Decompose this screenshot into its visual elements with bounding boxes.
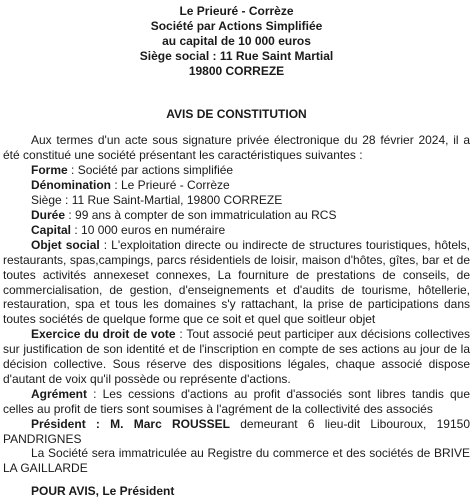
president-label: Président : M. Marc ROUSSEL (31, 416, 230, 431)
company-form: Société par Actions Simplifiée (150, 18, 323, 33)
objet-paragraph (3, 238, 470, 327)
field-forme (3, 163, 470, 178)
signature-line: POUR AVIS, Le Président (31, 484, 175, 499)
capital-value: : 10 000 euros en numéraire (71, 222, 226, 237)
capital-label: Capital (31, 222, 72, 237)
notice-title: AVIS DE CONSTITUTION (166, 106, 307, 121)
field-capital (3, 223, 470, 238)
duree-label: Durée (31, 207, 66, 222)
forme-value: : Société par actions simplifiée (67, 163, 234, 178)
exercice-label: Exercice du droit de vote (31, 327, 176, 342)
denomination-label: Dénomination (31, 178, 111, 193)
immatriculation-paragraph: La Société sera immatriculée au Registre du commerce et des sociétés de BRIVE LA GAILLARDE (3, 446, 470, 476)
agrement-label: Agrément (31, 386, 88, 401)
objet-label: Objet social (31, 237, 100, 252)
forme-label: Forme (31, 163, 68, 178)
field-siege: Siège : 11 Rue Saint-Martial, 19800 CORREZE (31, 193, 283, 208)
field-duree (3, 208, 470, 223)
company-seat: Siège social : 11 Rue Saint Martial (139, 48, 334, 63)
company-capital: au capital de 10 000 euros (162, 33, 311, 48)
field-denomination (3, 178, 470, 193)
agrement-text: : Les cessions d'actions au profit d'associés sont libres tandis que celles au profit de tiers sont soumises à l'agrément de la collectivité des associés (3, 386, 470, 416)
agrement-paragraph (3, 387, 470, 417)
company-name: Le Prieuré - Corrèze (179, 4, 294, 18)
president-text: demeurant 6 lieu-dit Libouroux, 19150 PANDRIGNES (3, 416, 470, 446)
company-header (3, 4, 470, 79)
exercice-text: : Tout associé peut participer aux décisions collectives sur justification de son identité et de l'inscription en compte de ses actions au jour de la décision collective. Sous réserve des dispositions légales, chaque associé dispose d'autant de voix qu'il possède ou représente d'actions. (3, 327, 470, 386)
denomination-value: : Le Prieuré - Corrèze (111, 178, 230, 193)
intro-paragraph: Aux termes d'un acte sous signature privée électronique du 28 février 2024, il a été constitué une société présentant les caractéristiques suivantes : (3, 133, 470, 163)
president-paragraph (3, 417, 470, 447)
duree-value: : 99 ans à compter de son immatriculation au RCS (65, 207, 337, 222)
company-postcode: 19800 CORREZE (188, 63, 285, 78)
objet-text: : L'exploitation directe ou indirecte de structures touristiques, hôtels, restaurants, spas,campings, parcs résidentiels de loisir, maison d'hôtes, gîtes, bar et de toutes activités annexeset connexes, La fourniture de prestations de conseils, de commercialisation, de gestion, d'enseignements et d'audits de tourisme, hôtellerie, restauration, spa et tous les domaines s'y rattachant, la prise de participations dans toutes sociétés de quelque forme que ce soit et quel que soitleur objet (3, 237, 470, 327)
exercice-paragraph (3, 327, 470, 387)
